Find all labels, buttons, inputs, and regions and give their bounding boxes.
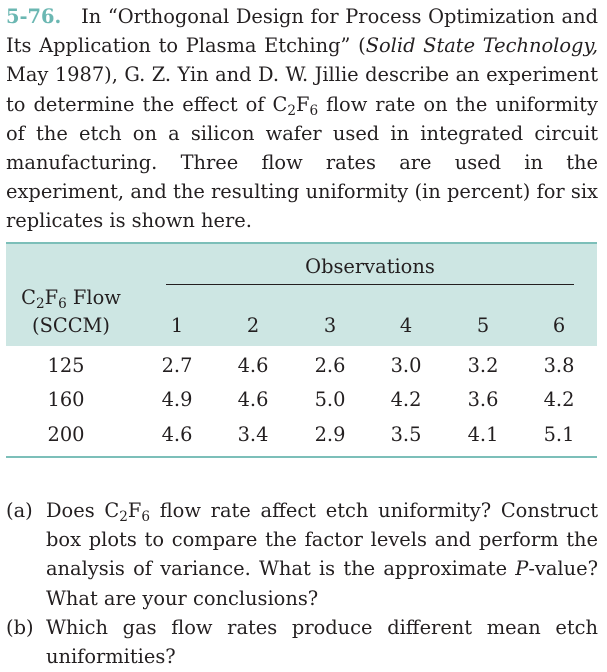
table-cell: 4.6 (237, 354, 269, 377)
flow-header-c: C (21, 286, 36, 309)
table-cell: 2.6 (314, 354, 346, 377)
table-cell: 3.4 (237, 423, 269, 446)
question-a-f: F (127, 499, 142, 522)
table-cell: 3.2 (467, 354, 499, 377)
flow-header-sub2: 2 (36, 295, 45, 312)
data-table (6, 242, 597, 460)
table-cell: 5.1 (543, 423, 575, 446)
column-header: 2 (246, 314, 260, 337)
flow-header-rest: Flow (66, 286, 121, 309)
table-cell: 3.8 (543, 354, 575, 377)
question-list (6, 496, 598, 671)
question-b-label: (b) (6, 615, 34, 639)
table-cell: 3.6 (467, 388, 499, 411)
column-header: 4 (399, 314, 413, 337)
table-cell: 5.0 (314, 388, 346, 411)
table-cell: 4.6 (237, 388, 269, 411)
question-a-sub6: 6 (141, 508, 150, 525)
question-a-text-2: flow rate affect etch uniformity? Construct box plots to compare the factor levels and perform the analysis of variance. What is the approximate (46, 499, 598, 581)
table-cell: 3.5 (390, 423, 422, 446)
question-b (6, 613, 598, 671)
question-a-label: (a) (6, 499, 33, 522)
unit-header: (SCCM) (32, 314, 110, 337)
row-flow-label: 200 (47, 423, 85, 446)
table-cell: 4.2 (390, 388, 422, 411)
row-flow-label: 125 (47, 354, 85, 377)
table-cell: 3.0 (390, 354, 422, 377)
row-flow-label: 160 (47, 388, 85, 411)
subscript-6: 6 (309, 102, 319, 119)
table-cell: 2.9 (314, 423, 346, 446)
flow-header (6, 286, 136, 310)
flow-header-f: F (44, 286, 59, 309)
question-a-p: P (515, 557, 529, 581)
question-a-sub2: 2 (119, 508, 128, 525)
table-bottom-rule (6, 456, 597, 458)
flow-header-sub6: 6 (58, 295, 67, 312)
column-header: 6 (552, 314, 566, 337)
problem-statement (6, 2, 598, 236)
column-header: 5 (476, 314, 490, 337)
table-cell: 4.6 (161, 423, 193, 446)
question-b-text: Which gas flow rates produce different mean etch uniformities? (46, 615, 598, 669)
problem-text-3: F (295, 92, 310, 116)
journal-name: Solid State Technology, (365, 34, 598, 58)
problem-text-4: flow rate on the uniformity of the etch on a silicon wafer used in integrated circuit manufacturing. Three flow rates are used in the experiment, and the resulting uniformity (in percent) for six replicates is shown here. (6, 92, 598, 233)
problem-number: 5-76. (6, 5, 62, 28)
table-cell: 4.2 (543, 388, 575, 411)
problem-text-2: May 1987), G. Z. Yin and D. W. Jillie describe an experiment to determine the effect of C (6, 63, 598, 116)
question-a (6, 496, 598, 613)
table-cell: 2.7 (161, 354, 193, 377)
problem-text-1: In “Orthogonal Design for Process Optimization and Its Application to Plasma Etching” ( (6, 5, 598, 58)
table-cell: 4.9 (161, 388, 193, 411)
observations-rule (166, 284, 574, 285)
question-a-text-1: Does C (46, 499, 120, 522)
subscript-2: 2 (287, 102, 296, 119)
column-header: 1 (170, 314, 184, 337)
column-header: 3 (323, 314, 337, 337)
question-a-text-3: -value? What are your conclusions? (46, 557, 598, 610)
observations-title: Observations (305, 255, 435, 278)
table-cell: 4.1 (467, 423, 499, 446)
